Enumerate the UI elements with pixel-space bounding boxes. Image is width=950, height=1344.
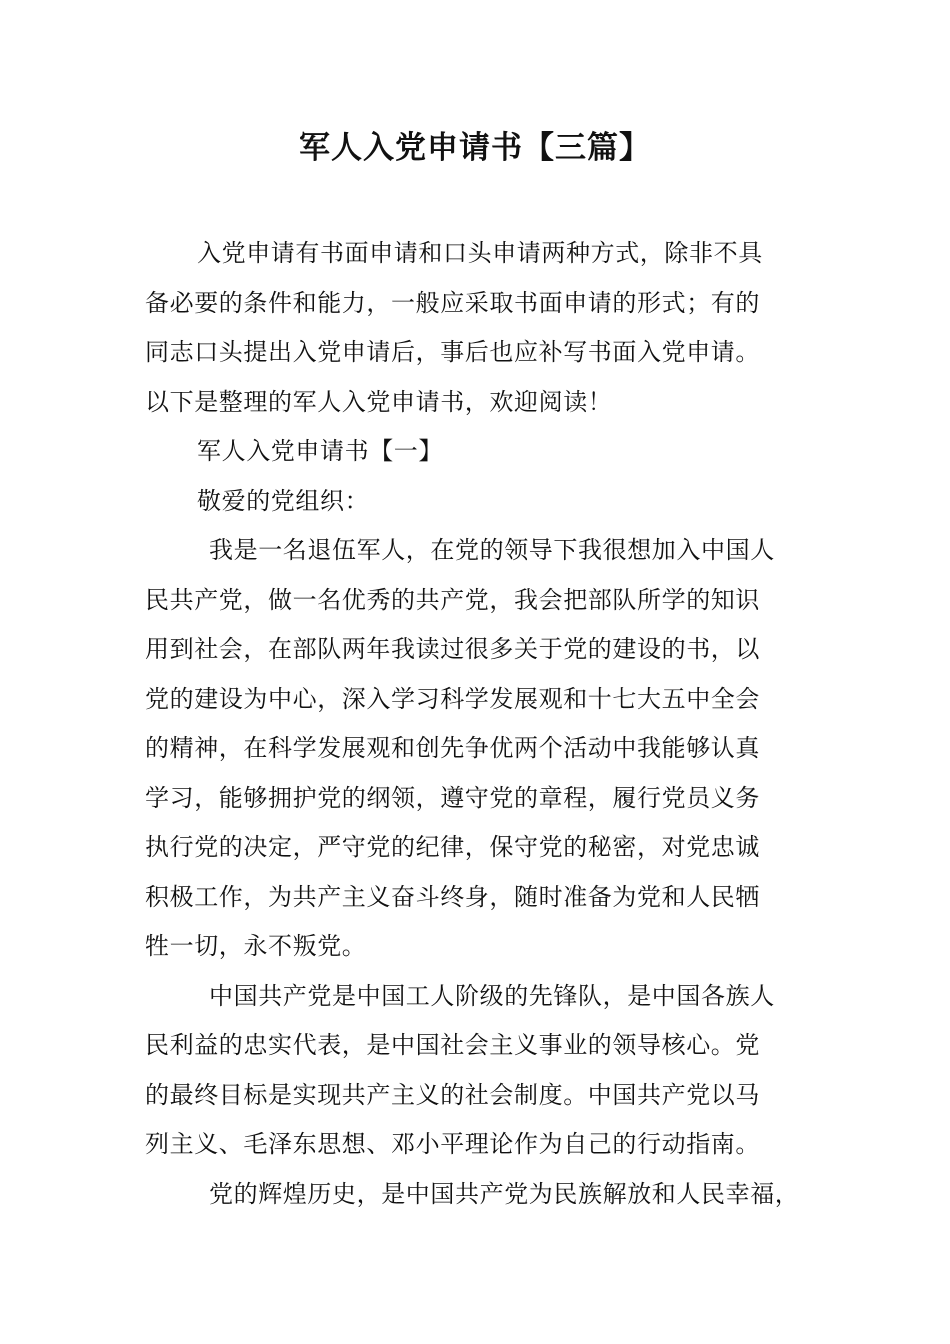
paragraph-2-line: 中国共产党是中国工人阶级的先锋队，是中国各族人	[209, 981, 775, 1010]
paragraph-1-line: 民共产党，做一名优秀的共产党，我会把部队所学的知识	[145, 585, 760, 614]
document-title: 军人入党申请书【三篇】	[299, 130, 651, 166]
paragraph-2-line: 的最终目标是实现共产主义的社会制度。中国共产党以马	[145, 1080, 760, 1109]
paragraph-intro-line: 入党申请有书面申请和口头申请两种方式，除非不具	[197, 239, 763, 267]
paragraph-3-line: 党的辉煌历史，是中国共产党为民族解放和人民幸福，	[209, 1179, 800, 1208]
paragraph-intro-line: 同志口头提出入党申请后，事后也应补写书面入党申请。	[145, 338, 760, 366]
document-body	[145, 229, 815, 1219]
paragraph-1-line: 牲一切，永不叛党。	[145, 932, 367, 960]
salutation: 敬爱的党组织：	[197, 486, 370, 515]
paragraph-intro-line: 以下是整理的军人入党申请书，欢迎阅读！	[145, 387, 613, 416]
paragraph-2-line: 民利益的忠实代表，是中国社会主义事业的领导核心。党	[145, 1031, 760, 1059]
paragraph-intro-line: 备必要的条件和能力，一般应采取书面申请的形式；有的	[145, 288, 760, 317]
paragraph-1-line: 我是一名退伍军人，在党的领导下我很想加入中国人	[209, 536, 775, 564]
paragraph-1-line: 学习，能够拥护党的纲领，遵守党的章程，履行党员义务	[145, 783, 760, 812]
paragraph-1-line: 积极工作，为共产主义奋斗终身，随时准备为党和人民牺	[145, 882, 760, 911]
paragraph-1-line: 党的建设为中心，深入学习科学发展观和十七大五中全会	[145, 684, 760, 713]
paragraph-1-line: 的精神，在科学发展观和创先争优两个活动中我能够认真	[145, 734, 760, 762]
paragraph-1-line: 用到社会，在部队两年我读过很多关于党的建设的书，以	[145, 635, 760, 663]
paragraph-1-line: 执行党的决定，严守党的纪律，保守党的秘密，对党忠诚	[145, 833, 760, 861]
section-heading: 军人入党申请书【一】	[197, 437, 443, 465]
paragraph-2-line: 列主义、毛泽东思想、邓小平理论作为自己的行动指南。	[145, 1130, 760, 1158]
